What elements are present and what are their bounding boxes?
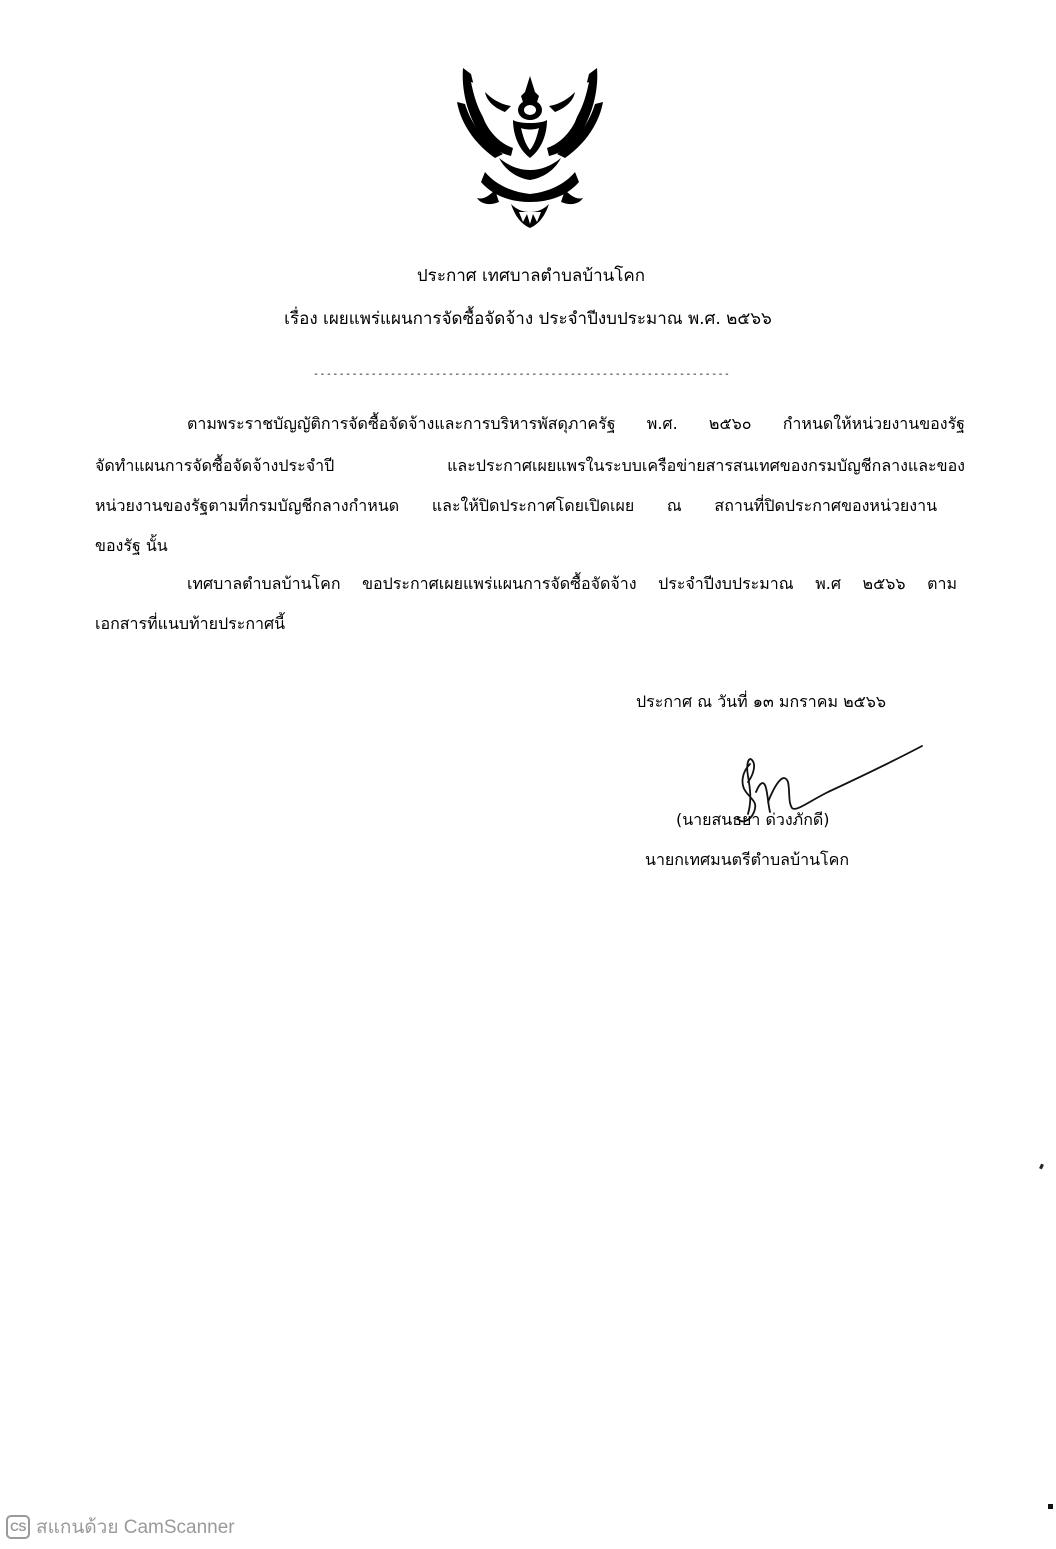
announcement-date: ประกาศ ณ วันที่ ๑๓ มกราคม ๒๕๖๖: [636, 692, 887, 711]
separator-line: -----------------------------------------------------------------: [313, 369, 731, 380]
camscanner-watermark: [6, 1514, 235, 1540]
watermark-text: สแกนด้วย CamScanner: [36, 1517, 235, 1538]
paragraph-2-line-2: เอกสารที่แนบท้ายประกาศนี้: [95, 614, 286, 633]
garuda-emblem-icon: [455, 62, 605, 230]
paragraph-1-line-4: ของรัฐ นั้น: [95, 536, 168, 555]
paragraph-1-line-2: จัดทำแผนการจัดซื้อจัดจ้างประจำปี และประกาศเผยแพรในระบบเครือข่ายสารสนเทศของกรมบัญชีกลางและของ: [95, 456, 965, 475]
signatory-position: นายกเทศมนตรีตำบลบ้านโคก: [645, 850, 850, 869]
camscanner-logo-icon: CS: [6, 1515, 30, 1539]
paragraph-1-line-3: หน่วยงานของรัฐตามที่กรมบัญชีกลางกำหนด และให้ปิดประกาศโดยเปิดเผย ณ สถานที่ปิดประกาศของหน่วยงาน: [95, 496, 937, 515]
paragraph-1-line-1: ตามพระราชบัญญัติการจัดซื้อจัดจ้างและการบริหารพัสดุภาครัฐ พ.ศ. ๒๕๖๐ กำหนดให้หน่วยงานของรัฐ: [187, 414, 965, 433]
announcement-subject: เรื่อง เผยแพร่แผนการจัดซื้อจัดจ้าง ประจำปีงบประมาณ พ.ศ. ๒๕๖๖: [284, 309, 772, 329]
scan-speck: [1048, 1504, 1053, 1509]
paragraph-2-line-1: เทศบาลตำบลบ้านโคก ขอประกาศเผยแพร่แผนการจัดซื้อจัดจ้าง ประจำปีงบประมาณ พ.ศ ๒๕๖๖ ตาม: [187, 574, 957, 593]
announcement-title: ประกาศ เทศบาลตำบลบ้านโคก: [416, 266, 646, 286]
signatory-name: (นายสนธยา ด่วงภักดี): [676, 810, 830, 829]
scan-speck: [1039, 1164, 1044, 1170]
